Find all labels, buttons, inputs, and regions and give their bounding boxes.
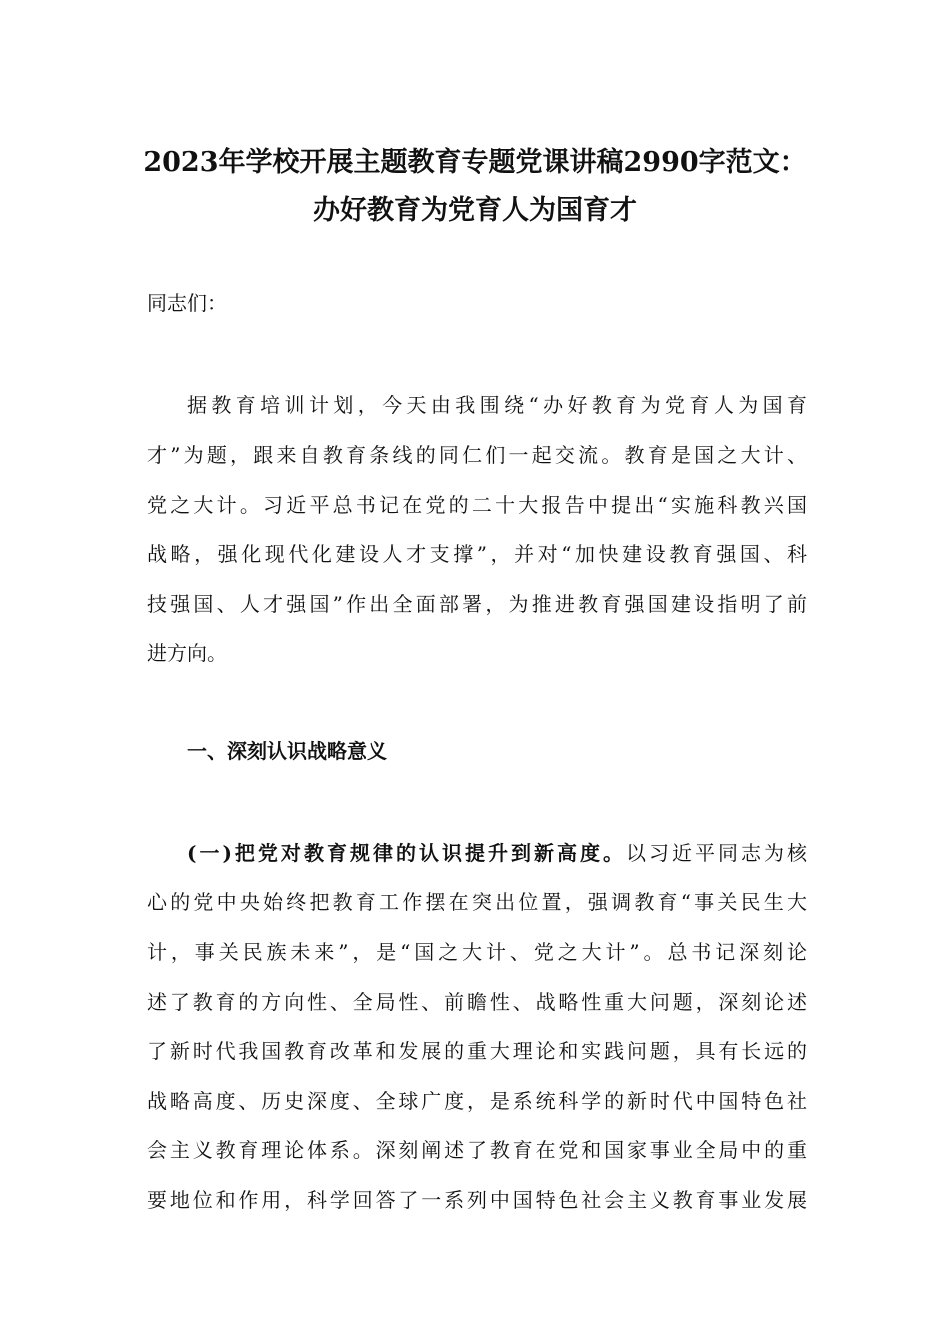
intro-line: 战略，强化现代化建设人才支撑”，并对“加快建设教育强国、科: [147, 542, 807, 566]
greeting: 同志们：: [147, 291, 227, 315]
section-line: 要地位和作用，科学回答了一系列中国特色社会主义教育事业发展: [147, 1188, 807, 1212]
lead-text: 以习近平同志为核: [625, 841, 808, 865]
section-line: 述了教育的方向性、全局性、前瞻性、战略性重大问题，深刻论述: [147, 990, 807, 1014]
section-paragraph-lead: [187, 837, 807, 866]
intro-line: 技强国、人才强国”作出全面部署，为推进教育强国建设指明了前: [147, 592, 807, 616]
section-line: 了新时代我国教育改革和发展的重大理论和实践问题，具有长远的: [147, 1039, 807, 1063]
section-line: 战略高度、历史深度、全球广度，是系统科学的新时代中国特色社: [147, 1089, 807, 1113]
section-line: 心的党中央始终把教育工作摆在突出位置，强调教育“事关民生大: [147, 890, 807, 914]
section-line: 计，事关民族未来”，是“国之大计、党之大计”。总书记深刻论: [147, 940, 807, 964]
section-heading: 一、深刻认识战略意义: [187, 739, 387, 763]
document-title-line-2: 办好教育为党育人为国育才: [313, 195, 637, 226]
intro-line: 据教育培训计划，今天由我围绕“办好教育为党育人为国育: [187, 393, 807, 417]
subsection-title: (一)把党对教育规律的认识提升到新高度。: [187, 841, 626, 865]
document-title-line-1: 2023年学校开展主题教育专题党课讲稿2990字范文：: [143, 147, 807, 178]
intro-line: 党之大计。习近平总书记在党的二十大报告中提出“实施科教兴国: [147, 493, 807, 517]
intro-line: 进方向。: [147, 641, 227, 665]
intro-line: 才”为题，跟来自教育条线的同仁们一起交流。教育是国之大计、: [147, 443, 807, 467]
section-line: 会主义教育理论体系。深刻阐述了教育在党和国家事业全局中的重: [147, 1138, 807, 1162]
